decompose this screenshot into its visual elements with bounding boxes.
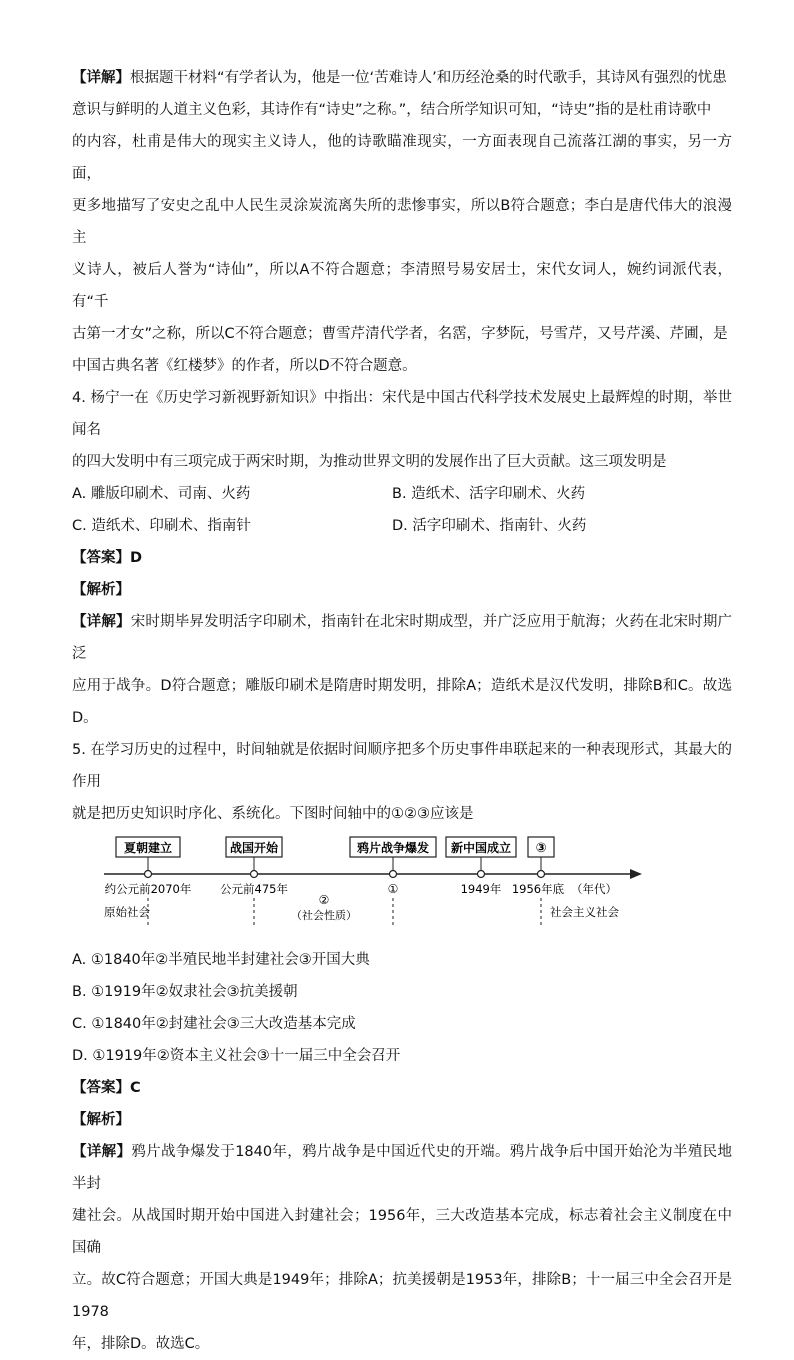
timeline-node bbox=[145, 871, 152, 878]
q4-answer: 【答案】D bbox=[72, 550, 143, 566]
timeline-arrow bbox=[630, 869, 642, 879]
q5-option-c: C. ①1840年②封建社会③三大改造基本完成 bbox=[72, 1016, 356, 1032]
timeline-node bbox=[390, 871, 397, 878]
q5-stem-line: 5. 在学习历史的过程中，时间轴就是依据时间顺序把多个历史事件串联起来的一种表现形式，其最大的作用 bbox=[72, 742, 732, 790]
q5-detail-line: 建社会。从战国时期开始中国进入封建社会；1956年，三大改造基本完成，标志着社会主义制度在中国确 bbox=[72, 1208, 732, 1256]
q3-detail-line: 的内容，杜甫是伟大的现实主义诗人，他的诗歌瞄准现实，一方面表现自己流落江湖的事实，另一方面， bbox=[72, 134, 732, 182]
event-label: 夏朝建立 bbox=[123, 841, 173, 855]
q3-detail bbox=[72, 62, 732, 382]
date-label: 约公元前2070年 bbox=[104, 882, 192, 896]
middle-sub-label: （社会性质） bbox=[291, 909, 357, 922]
q4-option-b: B. 造纸术、活字印刷术、火药 bbox=[392, 486, 586, 502]
event-label: 战国开始 bbox=[229, 841, 279, 855]
date-label: ① bbox=[387, 882, 399, 896]
q5-option-a: A. ①1840年②半殖民地半封建社会③开国大典 bbox=[72, 952, 370, 968]
event-zhanguo bbox=[226, 837, 282, 878]
q5-detail-line: 年，排除D。故选C。 bbox=[72, 1336, 210, 1352]
date-label: 1949年 bbox=[460, 882, 502, 896]
q5-detail-line: 立。故C符合题意；开国大典是1949年；排除A；抗美援朝是1953年，排除B；十一届三中全会召开是1978 bbox=[72, 1272, 732, 1320]
question-4 bbox=[72, 382, 732, 734]
q4-option-a: A. 雕版印刷术、司南、火药 bbox=[72, 486, 251, 502]
q4-option-d: D. 活字印刷术、指南针、火药 bbox=[392, 518, 587, 534]
q3-detail-line: 意识与鲜明的人道主义色彩，其诗作有“诗史”之称。”，结合所学知识可知，“诗史”指的是杜甫诗歌中 bbox=[72, 102, 712, 118]
q4-option-c: C. 造纸术、印刷术、指南针 bbox=[72, 518, 251, 534]
q3-detail-line: 中国古典名著《红楼梦》的作者，所以D不符合题意。 bbox=[72, 358, 417, 374]
document-page bbox=[72, 62, 732, 1360]
q4-detail-line: 【详解】宋时期毕昇发明活字印刷术，指南针在北宋时期成型，并广泛应用于航海；火药在北宋时期广泛 bbox=[72, 614, 733, 662]
q5-answer: 【答案】C bbox=[72, 1080, 141, 1096]
q3-detail-line: 古第一才女”之称，所以C不符合题意；曹雪芹清代学者，名霑，字梦阮，号雪芹，又号芹溪、芹圃，是 bbox=[72, 326, 728, 342]
q4-options bbox=[72, 478, 732, 542]
timeline-node bbox=[251, 871, 258, 878]
event-prc bbox=[446, 837, 516, 878]
q4-detail-line: 应用于战争。D符合题意；雕版印刷术是隋唐时期发明，排除A；造纸术是汉代发明，排除B和C。故选D。 bbox=[72, 678, 732, 726]
axis-unit: （年代） bbox=[571, 882, 617, 896]
question-5 bbox=[72, 734, 732, 1360]
event-label: 鸦片战争爆发 bbox=[356, 841, 430, 855]
q3-detail-line: 【详解】根据题干材料“有学者认为，他是一位‘苦难诗人’和历经沧桑的时代歌手，其诗风有强烈的忧患 bbox=[72, 70, 727, 86]
q3-detail-line: 义诗人，被后人誉为“诗仙”，所以A不符合题意；李清照号易安居士，宋代女词人，婉约词派代表，有“千 bbox=[72, 262, 732, 310]
q3-detail-line: 更多地描写了安史之乱中人民生灵涂炭流离失所的悲惨事实，所以B符合题意；李白是唐代伟大的浪漫主 bbox=[72, 198, 732, 246]
q5-stem-line: 就是把历史知识时序化、系统化。下图时间轴中的①②③应该是 bbox=[72, 806, 474, 822]
q5-option-d: D. ①1919年②资本主义社会③十一届三中全会召开 bbox=[72, 1048, 401, 1064]
detail-tag: 【详解】 bbox=[72, 70, 130, 86]
q4-analysis-heading: 【解析】 bbox=[72, 582, 130, 598]
timeline-figure bbox=[102, 834, 662, 938]
event-3 bbox=[528, 837, 554, 878]
q5-option-b: B. ①1919年②奴隶社会③抗美援朝 bbox=[72, 984, 298, 1000]
event-label: 新中国成立 bbox=[450, 841, 512, 855]
timeline-node bbox=[478, 871, 485, 878]
date-label: 1956年底 bbox=[511, 882, 565, 896]
event-label: ③ bbox=[535, 841, 547, 856]
event-xia bbox=[116, 837, 180, 878]
q4-stem-line: 4. 杨宁一在《历史学习新视野新知识》中指出：宋代是中国古代科学技术发展史上最辉煌的时期，举世闻名 bbox=[72, 390, 732, 438]
timeline-node bbox=[538, 871, 545, 878]
left-society-label: 原始社会 bbox=[104, 905, 150, 919]
right-society-label: 社会主义社会 bbox=[550, 905, 619, 919]
event-opium-war bbox=[350, 837, 436, 878]
q4-stem-line: 的四大发明中有三项完成于两宋时期，为推动世界文明的发展作出了巨大贡献。这三项发明是 bbox=[72, 454, 667, 470]
q5-detail-line: 【详解】鸦片战争爆发于1840年，鸦片战争是中国近代史的开端。鸦片战争后中国开始沦为半殖民地半封 bbox=[72, 1144, 732, 1192]
q5-analysis-heading: 【解析】 bbox=[72, 1112, 130, 1128]
timeline-svg bbox=[102, 834, 662, 938]
middle-label: ② bbox=[318, 893, 330, 907]
date-label: 公元前475年 bbox=[220, 882, 288, 896]
